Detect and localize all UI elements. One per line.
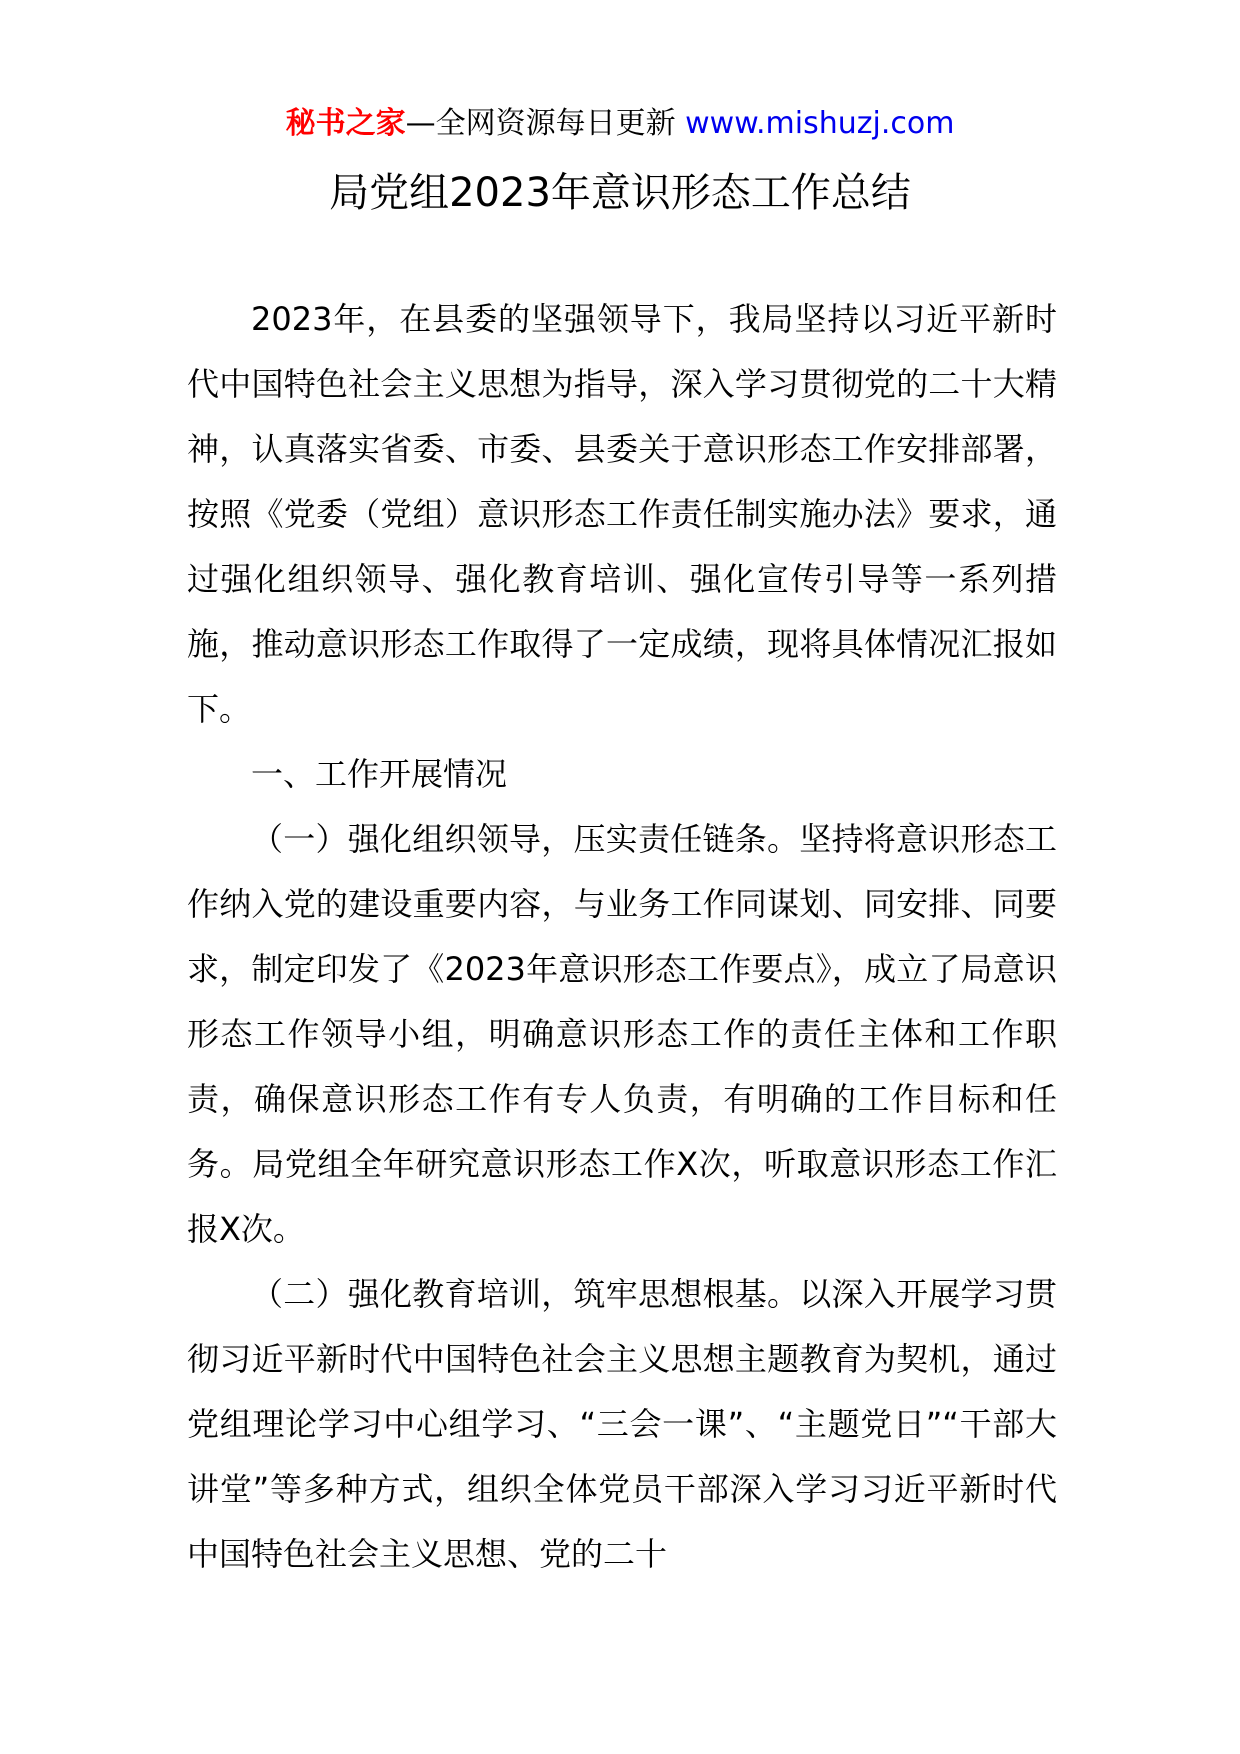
site-tagline: —全网资源每日更新 [405, 106, 676, 141]
intro-paragraph: 2023年，在县委的坚强领导下，我局坚持以习近平新时代中国特色社会主义思想为指导，深入学习贯彻党的二十大精神，认真落实省委、市委、县委关于意识形态工作安排部署，按照《党委（党组）意识形态工作责任制实施办法》要求，通过强化组织领导、强化教育培训、强化宣传引导等一系列措施，推动意识形态工作取得了一定成绩，现将具体情况汇报如下。 [187, 300, 1057, 728]
paragraph-education-training: （二）强化教育培训，筑牢思想根基。以深入开展学习贯彻习近平新时代中国特色社会主义思想主题教育为契机，通过党组理论学习中心组学习、“三会一课”、“主题党日”“干部大讲堂”等多种方式，组织全体党员干部深入学习习近平新时代中国特色社会主义思想、党的二十 [187, 1275, 1057, 1573]
site-brand: 秘书之家 [285, 106, 406, 141]
site-header [0, 102, 1240, 146]
section-heading-work-progress: 一、工作开展情况 [251, 755, 508, 793]
document-body [187, 287, 1057, 1587]
paragraph-organization-leadership: （一）强化组织领导，压实责任链条。坚持将意识形态工作纳入党的建设重要内容，与业务工作同谋划、同安排、同要求，制定印发了《2023年意识形态工作要点》，成立了局意识形态工作领导小组，明确意识形态工作的责任主体和工作职责，确保意识形态工作有专人负责，有明确的工作目标和任务。局党组全年研究意识形态工作X次，听取意识形态工作汇报X次。 [187, 820, 1057, 1248]
site-url-link[interactable]: www.mishuzj.com [685, 106, 955, 141]
document-title: 局党组2023年意识形态工作总结 [329, 170, 911, 216]
